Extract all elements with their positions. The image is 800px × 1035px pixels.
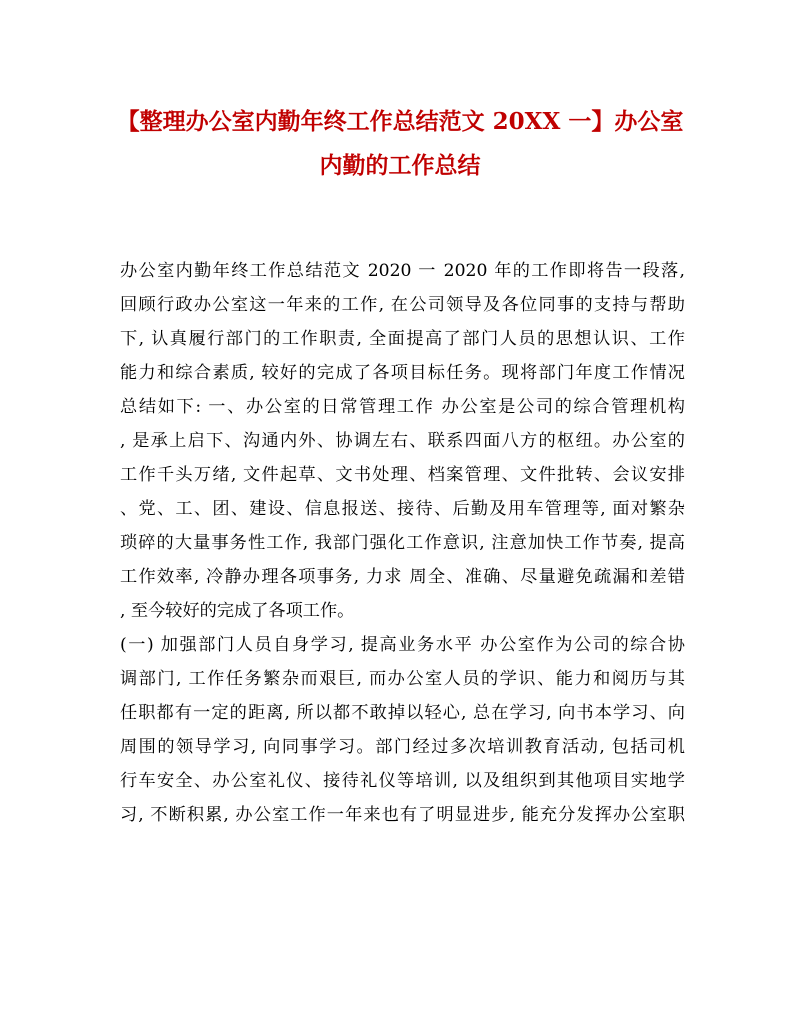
text-line: , 至今较好的完成了各项工作。 [120,601,355,621]
document-title [100,100,700,188]
text-line: 琐碎的大量事务性工作, 我部门强化工作意识, 注意加快工作节奏, 提高 [120,533,685,553]
title-line: 内勤的工作总结 [319,152,481,179]
paragraph-2 [120,628,685,832]
text-line: 办公室内勤年终工作总结范文 2020 一 2020 年的工作即将告一段落, [120,261,685,281]
document-body [120,254,685,832]
paragraph-1 [120,254,685,628]
text-line: 调部门, 工作任务繁杂而艰巨, 而办公室人员的学识、能力和阅历与其 [120,669,685,689]
title-line: 【整理办公室内勤年终工作总结范文 20XX 一】办公室 [116,108,684,135]
text-line: 周围的领导学习, 向同事学习。部门经过多次培训教育活动, 包括司机 [120,737,685,757]
text-line: 下, 认真履行部门的工作职责, 全面提高了部门人员的思想认识、工作 [120,329,685,349]
text-line: 工作千头万绪, 文件起草、文书处理、档案管理、文件批转、会议安排 [120,465,685,485]
text-line: 工作效率, 冷静办理各项事务, 力求 周全、准确、尽量避免疏漏和差错 [120,567,685,587]
text-line: 行车安全、办公室礼仪、接待礼仪等培训, 以及组织到其他项目实地学 [120,771,685,791]
text-line: 习, 不断积累, 办公室工作一年来也有了明显进步, 能充分发挥办公室职 [120,805,685,825]
text-line: 总结如下: 一、办公室的日常管理工作 办公室是公司的综合管理机构 [120,397,685,417]
text-line: , 是承上启下、沟通内外、协调左右、联系四面八方的枢纽。办公室的 [120,431,685,451]
text-line: 回顾行政办公室这一年来的工作, 在公司领导及各位同事的支持与帮助 [120,295,685,315]
text-line: 、党、工、团、建设、信息报送、接待、后勤及用车管理等, 面对繁杂 [120,499,685,519]
text-line: 能力和综合素质, 较好的完成了各项目标任务。现将部门年度工作情况 [120,363,685,383]
text-line: (一) 加强部门人员自身学习, 提高业务水平 办公室作为公司的综合协 [120,635,685,655]
text-line: 任职都有一定的距离, 所以都不敢掉以轻心, 总在学习, 向书本学习、向 [120,703,685,723]
